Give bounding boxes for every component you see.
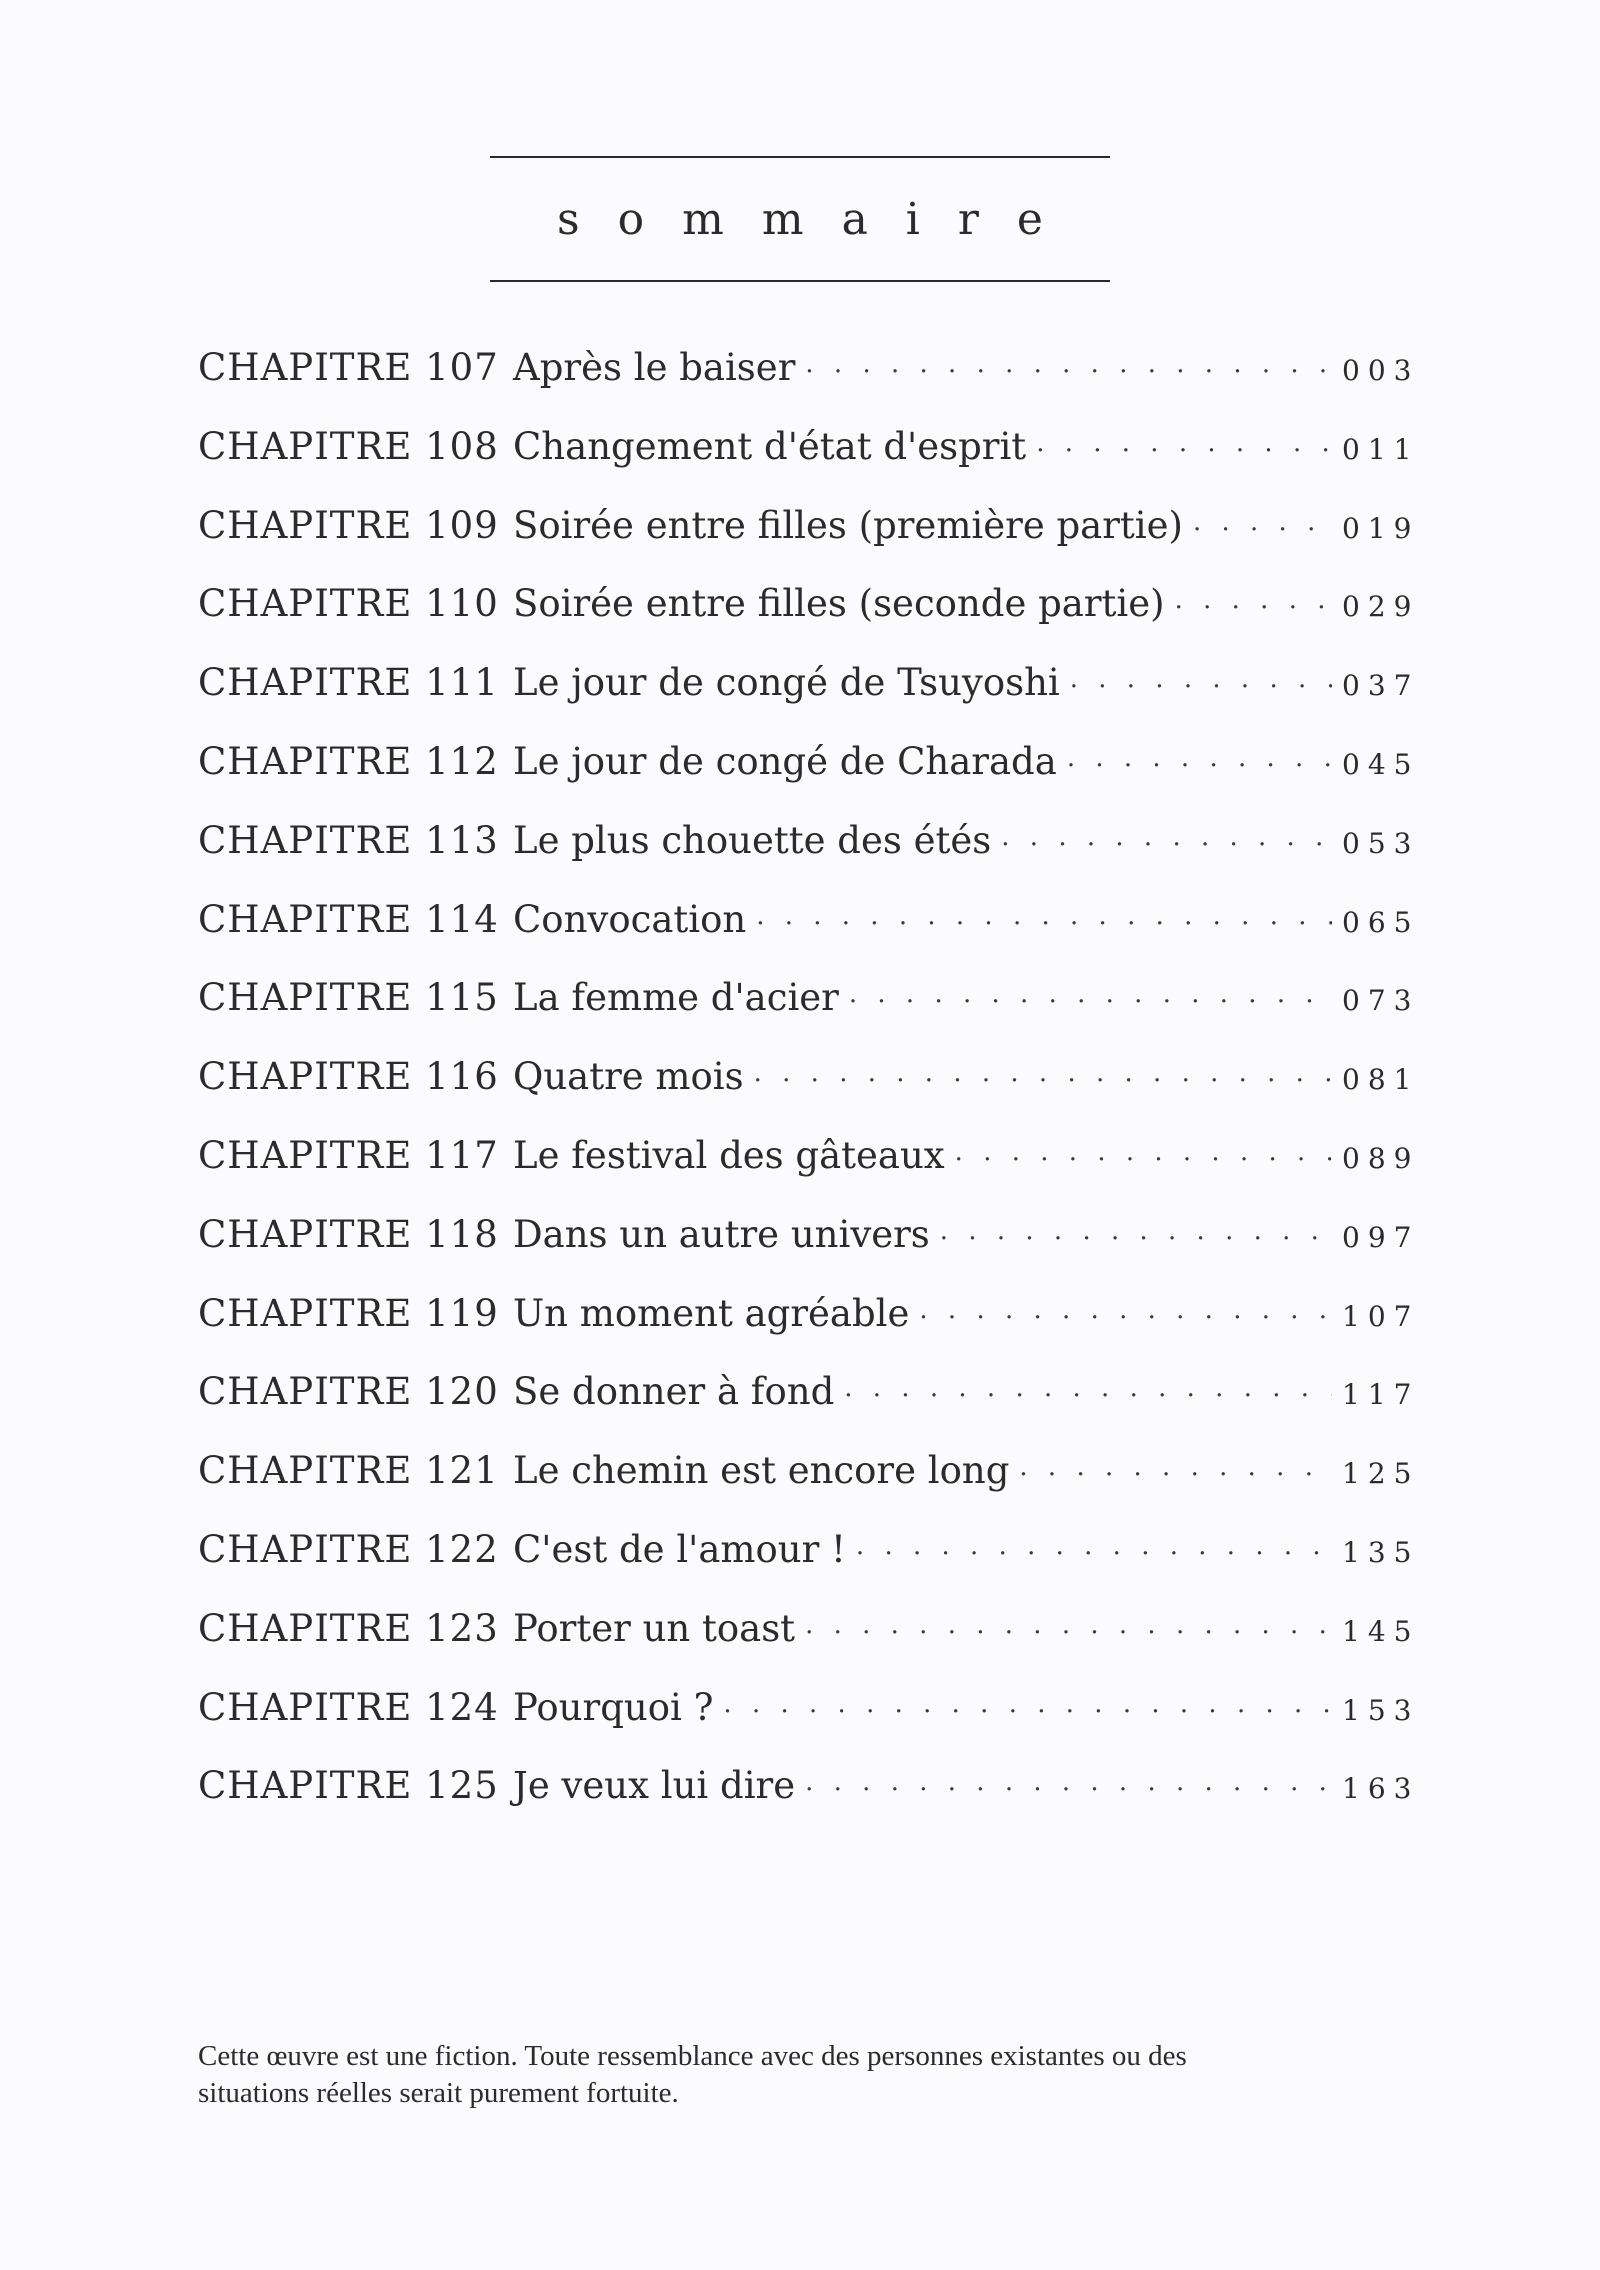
dot-leader xyxy=(940,1224,1332,1254)
chapter-number: CHAPITRE 113 xyxy=(198,818,499,862)
page-number: 145 xyxy=(1342,1614,1420,1648)
chapter-number: CHAPITRE 111 xyxy=(198,661,499,705)
dot-leader xyxy=(856,1539,1332,1569)
chapter-number: CHAPITRE 115 xyxy=(198,976,499,1020)
page-number: 029 xyxy=(1342,590,1420,624)
disclaimer-line: situations réelles serait purement fortuite. xyxy=(198,2077,679,2109)
chapter-title: Dans un autre univers xyxy=(513,1212,930,1256)
dot-leader xyxy=(849,987,1332,1017)
toc-row[interactable] xyxy=(198,1133,1420,1213)
page-number: 011 xyxy=(1342,432,1420,466)
toc-row[interactable] xyxy=(198,1212,1420,1292)
chapter-title: Convocation xyxy=(513,897,747,941)
title-block xyxy=(490,156,1110,282)
toc-row[interactable] xyxy=(198,1370,1420,1449)
chapter-title: Le plus chouette des étés xyxy=(513,818,992,862)
chapter-title: Changement d'état d'esprit xyxy=(513,424,1027,468)
page-number: 045 xyxy=(1342,747,1420,781)
chapter-number: CHAPITRE 120 xyxy=(198,1370,499,1414)
dot-leader xyxy=(919,1303,1332,1333)
page-number: 107 xyxy=(1342,1299,1420,1333)
toc-row[interactable] xyxy=(198,1685,1420,1765)
chapter-number: CHAPITRE 117 xyxy=(198,1133,499,1177)
dot-leader xyxy=(1070,672,1332,702)
chapter-number: CHAPITRE 107 xyxy=(198,346,499,389)
toc-row[interactable] xyxy=(198,1055,1420,1134)
chapter-title: Je veux lui dire xyxy=(513,1764,796,1808)
chapter-title: Soirée entre filles (première partie) xyxy=(513,503,1183,547)
toc-row[interactable] xyxy=(198,582,1420,661)
chapter-number: CHAPITRE 109 xyxy=(198,503,499,547)
chapter-number: CHAPITRE 123 xyxy=(198,1606,499,1650)
page-number: 065 xyxy=(1342,905,1420,939)
disclaimer-line: Cette œuvre est une fiction. Toute ressemblance avec des personnes existantes ou des xyxy=(198,2040,1187,2072)
toc-row[interactable] xyxy=(198,1449,1420,1528)
chapter-number: CHAPITRE 118 xyxy=(198,1212,499,1256)
chapter-title: Le jour de congé de Charada xyxy=(513,739,1057,783)
page-number: 037 xyxy=(1342,669,1420,703)
chapter-title: Le jour de congé de Tsuyoshi xyxy=(513,661,1060,705)
chapter-number: CHAPITRE 116 xyxy=(198,1055,499,1099)
toc-row[interactable] xyxy=(198,503,1420,583)
chapter-title: Le chemin est encore long xyxy=(513,1449,1010,1493)
chapter-title: La femme d'acier xyxy=(513,976,839,1020)
page-number: 153 xyxy=(1342,1693,1420,1727)
chapter-number: CHAPITRE 114 xyxy=(198,897,499,941)
chapter-number: CHAPITRE 125 xyxy=(198,1764,499,1808)
chapter-title: Porter un toast xyxy=(513,1606,796,1650)
chapter-title: Quatre mois xyxy=(513,1055,744,1099)
page-number: 073 xyxy=(1342,984,1420,1018)
toc-row[interactable] xyxy=(198,976,1420,1055)
dot-leader xyxy=(754,1066,1332,1096)
chapter-title: Pourquoi ? xyxy=(513,1685,714,1729)
chapter-number: CHAPITRE 121 xyxy=(198,1449,499,1493)
dot-leader xyxy=(1019,1460,1332,1490)
page-number: 125 xyxy=(1342,1457,1420,1491)
dot-leader xyxy=(955,1145,1332,1175)
chapter-title: Soirée entre filles (seconde partie) xyxy=(513,582,1165,626)
dot-leader xyxy=(844,1381,1332,1411)
table-of-contents xyxy=(198,346,1420,1843)
dot-leader xyxy=(805,1618,1332,1648)
toc-row[interactable] xyxy=(198,739,1420,819)
page-title: sommaire xyxy=(557,194,1081,245)
chapter-number: CHAPITRE 110 xyxy=(198,582,499,626)
dot-leader xyxy=(1036,436,1332,466)
chapter-title: Après le baiser xyxy=(513,346,796,389)
chapter-number: CHAPITRE 119 xyxy=(198,1291,499,1335)
dot-leader xyxy=(1175,593,1332,623)
disclaimer xyxy=(198,2038,1398,2112)
toc-row[interactable] xyxy=(198,897,1420,977)
chapter-title: Un moment agréable xyxy=(513,1291,910,1335)
page-number: 117 xyxy=(1342,1378,1420,1412)
dot-leader xyxy=(805,357,1332,387)
chapter-title: Le festival des gâteaux xyxy=(513,1133,945,1177)
chapter-title: Se donner à fond xyxy=(513,1370,835,1414)
page-number: 163 xyxy=(1342,1772,1420,1806)
page-number: 089 xyxy=(1342,1141,1420,1175)
dot-leader xyxy=(1193,515,1332,545)
toc-row[interactable] xyxy=(198,1291,1420,1371)
dot-leader xyxy=(1001,830,1332,860)
page-number: 135 xyxy=(1342,1535,1420,1569)
dot-leader xyxy=(1067,751,1332,781)
toc-row[interactable] xyxy=(198,1606,1420,1686)
chapter-number: CHAPITRE 108 xyxy=(198,424,499,468)
toc-row[interactable] xyxy=(198,1764,1420,1843)
chapter-number: CHAPITRE 124 xyxy=(198,1685,499,1729)
dot-leader xyxy=(723,1697,1332,1727)
chapter-title: C'est de l'amour ! xyxy=(513,1527,846,1571)
page-number: 019 xyxy=(1342,511,1420,545)
page-number: 097 xyxy=(1342,1220,1420,1254)
dot-leader xyxy=(756,909,1332,939)
toc-row[interactable] xyxy=(198,1527,1420,1607)
chapter-number: CHAPITRE 112 xyxy=(198,739,499,783)
dot-leader xyxy=(805,1775,1332,1805)
toc-row[interactable] xyxy=(198,424,1420,504)
toc-row[interactable] xyxy=(198,661,1420,740)
page-number: 053 xyxy=(1342,826,1420,860)
page-number: 003 xyxy=(1342,354,1420,387)
chapter-number: CHAPITRE 122 xyxy=(198,1527,499,1571)
toc-row[interactable] xyxy=(198,818,1420,898)
page-number: 081 xyxy=(1342,1063,1420,1097)
toc-row[interactable] xyxy=(198,346,1420,425)
